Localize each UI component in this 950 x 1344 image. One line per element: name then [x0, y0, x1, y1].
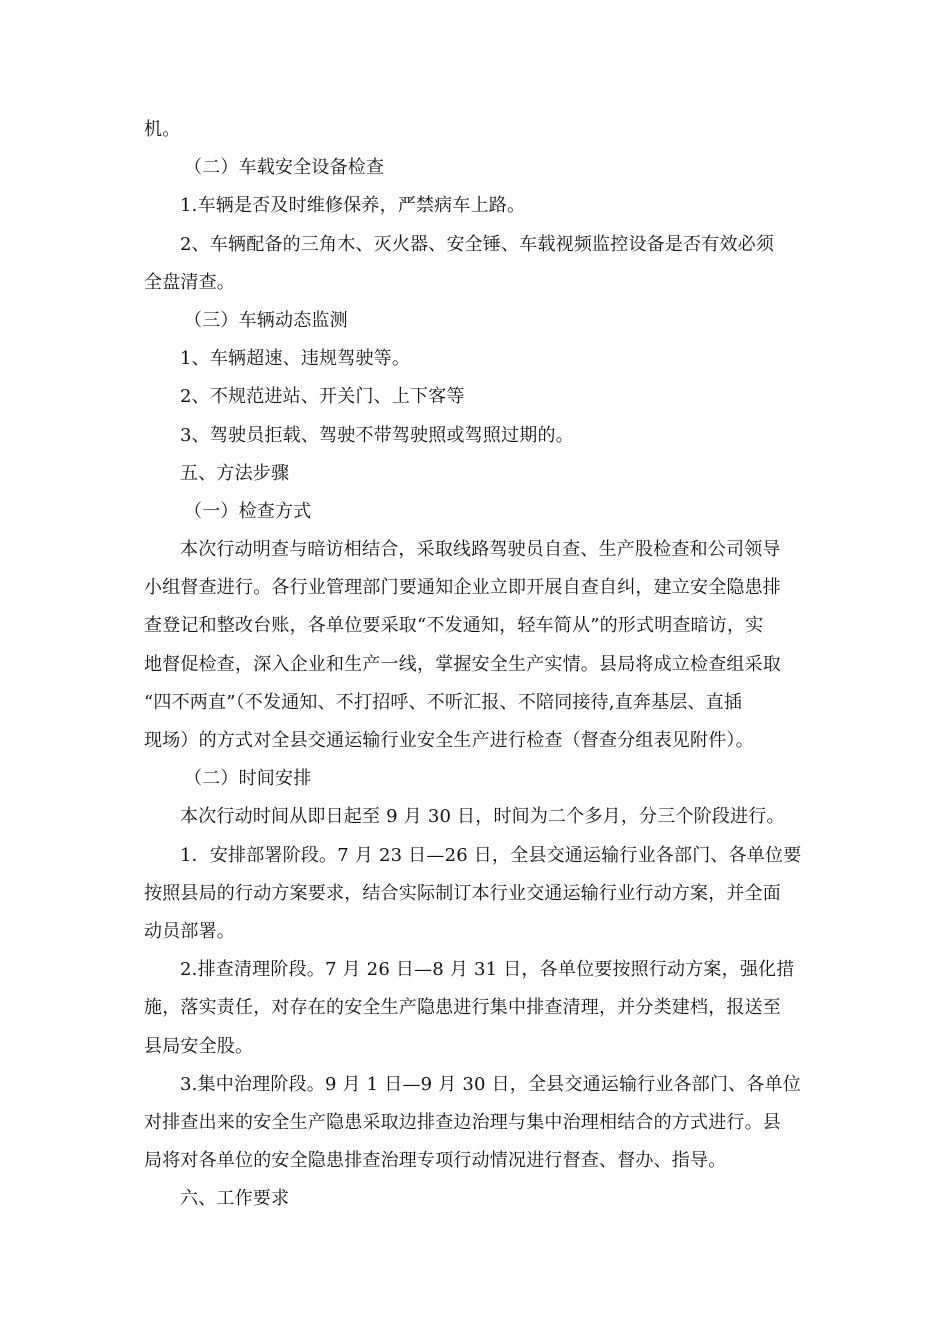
text-line: 1.车辆是否及时维修保养，严禁病车上路。 [180, 195, 526, 217]
subheading: （二）时间安排 [184, 768, 312, 790]
text-line: 3、驾驶员拒载、驾驶不带驾驶照或驾照过期的。 [180, 424, 574, 446]
text-line: 查登记和整改台账，各单位要采取“不发通知，轻车简从”的形式明查暗访，实 [144, 615, 764, 637]
text-line: 对排查出来的安全生产隐患采取边排查边治理与集中治理相结合的方式进行。县 [144, 1111, 781, 1133]
section-heading: 五、方法步骤 [180, 462, 290, 484]
text-line: 动员部署。 [144, 920, 235, 942]
text-line: 1、车辆超速、违规驾驶等。 [180, 348, 411, 370]
text-line: 现场）的方式对全县交通运输行业安全生产进行检查（督查分组表见附件）。 [144, 730, 754, 751]
text-line: 机。 [144, 119, 181, 140]
text-line: 小组督查进行。各行业管理部门要通知企业立即开展自查自纠，建立安全隐患排 [144, 577, 781, 599]
document-body [144, 111, 808, 1218]
text-line: 全盘清查。 [144, 271, 235, 293]
text-line: 局将对各单位的安全隐患排查治理专项行动情况进行督查、督办、指导。 [144, 1150, 727, 1172]
text-line: 地督促检查，深入企业和生产一线，掌握安全生产实情。县局将成立检查组采取 [144, 653, 781, 675]
section-heading: 六、工作要求 [180, 1188, 290, 1210]
subheading: （一）检查方式 [184, 500, 312, 522]
text-line: 施，落实责任，对存在的安全生产隐患进行集中排查清理，并分类建档，报送至 [144, 997, 781, 1019]
text-line: 本次行动明查与暗访相结合，采取线路驾驶员自查、生产股检查和公司领导 [180, 539, 781, 561]
text-line: “四不两直”（不发通知、不打招呼、不听汇报、不陪同接待,直奔基层、直插 [144, 691, 743, 713]
text-line: 2、车辆配备的三角木、灭火器、安全锤、车载视频监控设备是否有效必须 [180, 233, 775, 255]
text-line: 1．安排部署阶段。7 月 23 日—26 日，全县交通运输行业各部门、各单位要 [180, 844, 802, 866]
text-line: 本次行动时间从即日起至 9 月 30 日，时间为二个多月，分三个阶段进行。 [180, 806, 785, 828]
text-line: 县局安全股。 [144, 1035, 254, 1057]
text-line: 按照县局的行动方案要求，结合实际制订本行业交通运输行业行动方案，并全面 [144, 882, 781, 904]
text-line: 2、不规范进站、开关门、上下客等 [180, 386, 465, 408]
subheading: （二）车载安全设备检查 [184, 157, 385, 179]
subheading: （三）车辆动态监测 [184, 309, 348, 331]
text-line: 3.集中治理阶段。9 月 1 日—9 月 30 日，全县交通运输行业各部门、各单位 [180, 1073, 801, 1095]
text-line: 2.排查清理阶段。7 月 26 日—8 月 31 日，各单位要按照行动方案，强化措 [180, 959, 795, 981]
